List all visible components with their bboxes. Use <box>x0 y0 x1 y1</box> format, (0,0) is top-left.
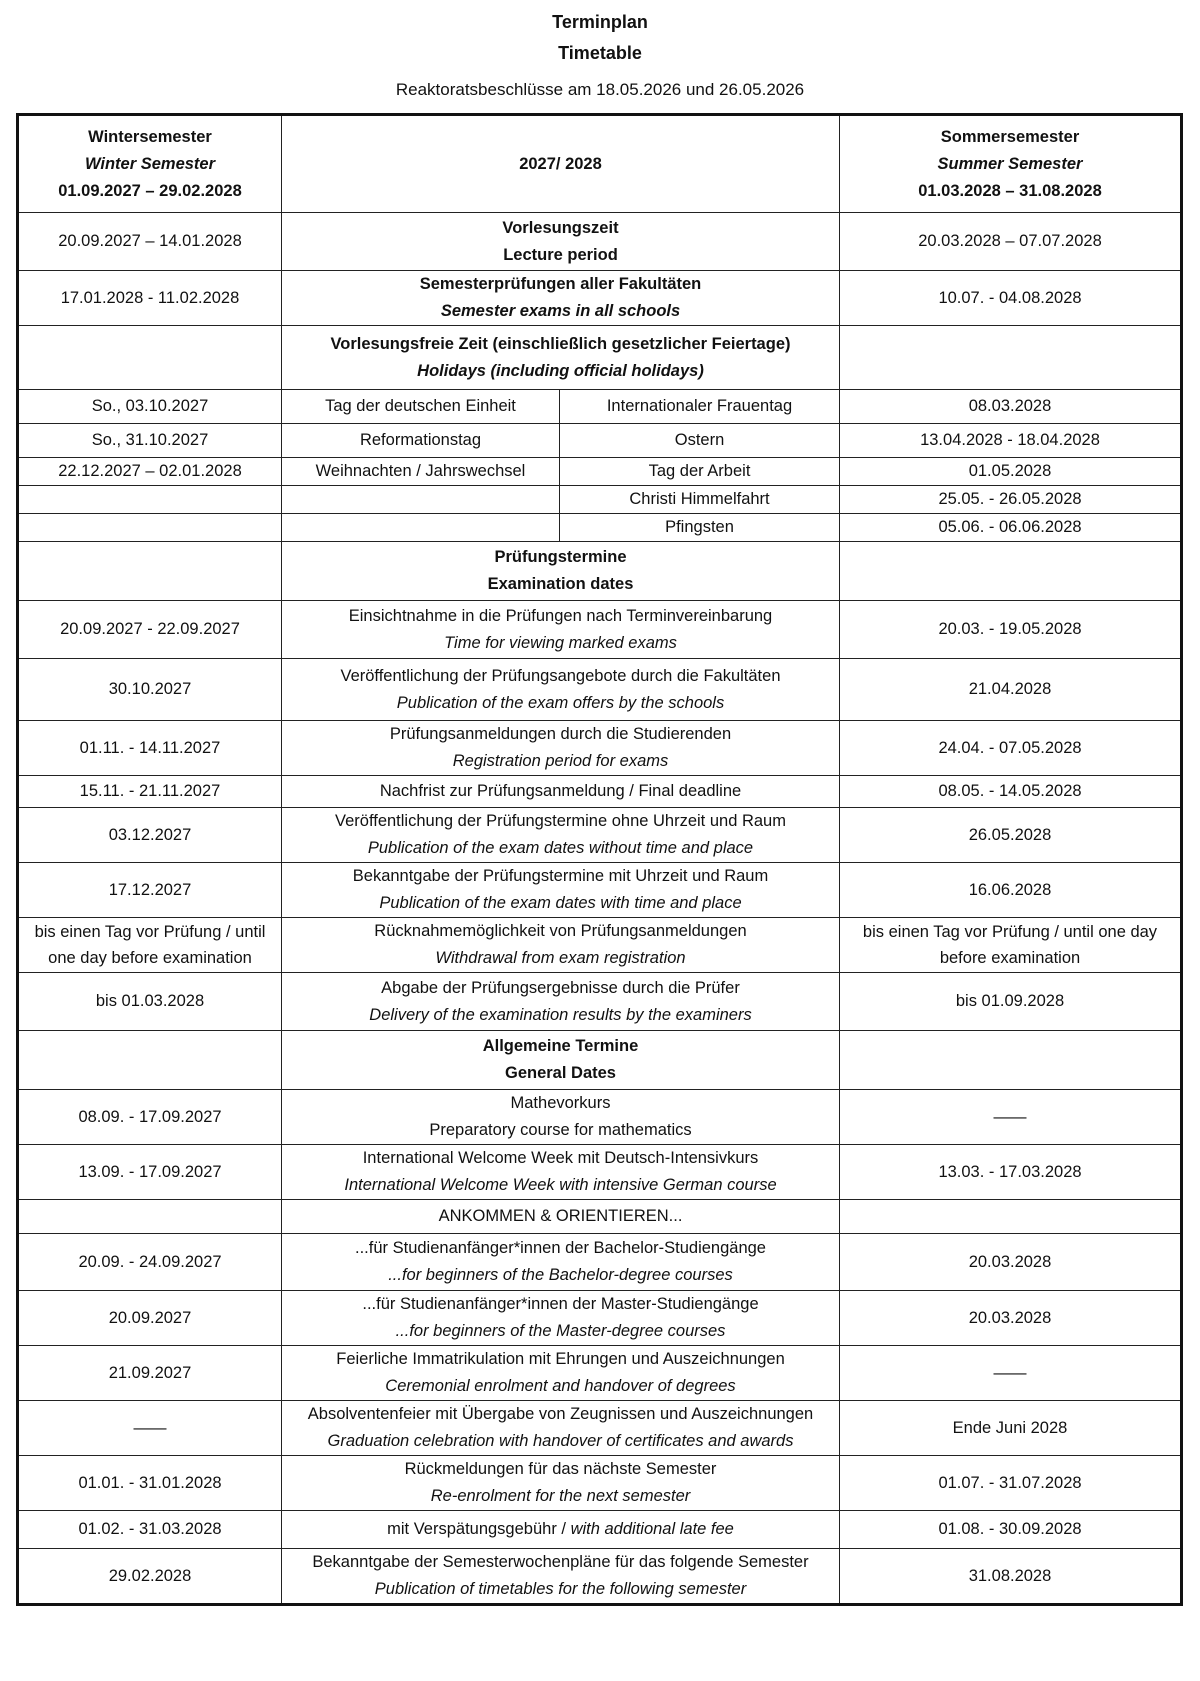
exam-section-row <box>18 542 1182 601</box>
exam-row <box>18 918 1182 973</box>
event-de: ...für Studienanfänger*innen der Master-Studiengänge <box>362 1295 759 1313</box>
event-en: Registration period for exams <box>452 752 669 770</box>
ss-holiday-date: 25.05. - 26.05.2028 <box>840 486 1182 514</box>
event-en: ...for beginners of the Bachelor-degree courses <box>388 1266 733 1284</box>
event-cell <box>282 1511 840 1549</box>
event-de: mit Verspätungsgebühr / <box>387 1520 571 1538</box>
event-de: Bekanntgabe der Prüfungstermine mit Uhrzeit und Raum <box>352 867 769 885</box>
ss-holiday-name: Christi Himmelfahrt <box>560 486 840 514</box>
ss-holiday-name: Ostern <box>560 424 840 458</box>
event-cell <box>282 863 840 918</box>
event-de: Rücknahmemöglichkeit von Prüfungsanmeldungen <box>374 922 747 940</box>
event-de: Einsichtnahme in die Prüfungen nach Terminvereinbarung <box>348 606 773 625</box>
event-en: Time for viewing marked exams <box>444 633 677 652</box>
empty-cell <box>18 542 282 601</box>
ss-date: —— <box>840 1346 1182 1401</box>
ss-date: 13.03. - 17.03.2028 <box>840 1145 1182 1200</box>
ws-holiday-name <box>282 514 560 542</box>
ws-date: 20.09.2027 <box>18 1291 282 1346</box>
ss-date: bis 01.09.2028 <box>840 973 1182 1031</box>
orient-label: ANKOMMEN & ORIENTIEREN... <box>282 1200 840 1234</box>
ss-holiday-name: Internationaler Frauentag <box>560 390 840 424</box>
exam-row <box>18 863 1182 918</box>
general-row <box>18 1145 1182 1200</box>
ws-header-range: 01.09.2027 – 29.02.2028 <box>58 181 242 200</box>
event-en: Publication of the exam dates with time and place <box>379 894 742 912</box>
exam-row <box>18 601 1182 659</box>
event-en: Graduation celebration with handover of certificates and awards <box>327 1432 794 1450</box>
timetable-pub-row <box>18 1549 1182 1605</box>
ws-date: 13.09. - 17.09.2027 <box>18 1145 282 1200</box>
ss-date: 20.03. - 19.05.2028 <box>840 601 1182 659</box>
section-de: Vorlesungsfreie Zeit (einschließlich gesetzlicher Feiertage) <box>330 334 791 353</box>
general-section-row <box>18 1031 1182 1090</box>
event-de: Veröffentlichung der Prüfungsangebote durch die Fakultäten <box>340 666 781 685</box>
ss-holiday-date: 01.05.2028 <box>840 458 1182 486</box>
event-cell <box>282 808 840 863</box>
holidays-section-row <box>18 326 1182 390</box>
ws-holiday-name: Reformationstag <box>282 424 560 458</box>
event-de: Prüfungsanmeldungen durch die Studierenden <box>389 725 732 743</box>
event-de: Veröffentlichung der Prüfungstermine ohne Uhrzeit und Raum <box>335 812 786 830</box>
ws-date: 20.09.2027 - 22.09.2027 <box>18 601 282 659</box>
event-de: Rückmeldungen für das nächste Semester <box>404 1460 717 1478</box>
event-de: International Welcome Week mit Deutsch-Intensivkurs <box>362 1149 759 1167</box>
lecture-row <box>18 213 1182 271</box>
doc-title: Terminplan <box>552 12 648 32</box>
ws-date: 21.09.2027 <box>18 1346 282 1401</box>
ws-date: 17.01.2028 - 11.02.2028 <box>18 271 282 326</box>
event-de: Vorlesungszeit <box>502 218 619 237</box>
exam-row <box>18 973 1182 1031</box>
event-de: Mathevorkurs <box>510 1094 611 1112</box>
ss-header-en: Summer Semester <box>937 154 1083 173</box>
holiday-row <box>18 424 1182 458</box>
event-en: Semester exams in all schools <box>440 302 681 320</box>
event-de: ...für Studienanfänger*innen der Bachelor-Studiengänge <box>355 1239 766 1257</box>
event-en: Withdrawal from exam registration <box>435 949 686 967</box>
event-en: Ceremonial enrolment and handover of degrees <box>385 1377 736 1395</box>
ws-holiday-date: So., 03.10.2027 <box>18 390 282 424</box>
ws-header-en: Winter Semester <box>84 154 216 173</box>
ss-header-de: Sommersemester <box>940 127 1080 146</box>
ws-date: 03.12.2027 <box>18 808 282 863</box>
section-de: Prüfungstermine <box>494 548 627 566</box>
ws-date: 20.09.2027 – 14.01.2028 <box>18 213 282 271</box>
ss-date: Ende Juni 2028 <box>840 1401 1182 1456</box>
empty-cell <box>18 326 282 390</box>
event-en: with additional late fee <box>570 1520 734 1538</box>
general-row <box>18 1456 1182 1511</box>
empty-cell <box>18 1200 282 1234</box>
event-cell <box>282 776 840 808</box>
event-en: Re-enrolment for the next semester <box>430 1487 691 1505</box>
header-row <box>18 115 1182 213</box>
ws-date: 29.02.2028 <box>18 1549 282 1605</box>
event-de: Semesterprüfungen aller Fakultäten <box>419 275 702 293</box>
ss-header <box>840 115 1182 213</box>
ws-date: 15.11. - 21.11.2027 <box>18 776 282 808</box>
empty-cell <box>840 1200 1182 1234</box>
event-cell <box>282 659 840 721</box>
event-de: Feierliche Immatrikulation mit Ehrungen und Auszeichnungen <box>336 1350 785 1368</box>
section-cell <box>282 326 840 390</box>
ss-date: 20.03.2028 <box>840 1234 1182 1291</box>
general-row <box>18 1291 1182 1346</box>
ws-date: bis einen Tag vor Prüfung / until one day before examination <box>18 918 282 973</box>
event-cell <box>282 1456 840 1511</box>
ss-holiday-name: Tag der Arbeit <box>560 458 840 486</box>
ws-date: 01.11. - 14.11.2027 <box>18 721 282 776</box>
ss-date: 20.03.2028 – 07.07.2028 <box>840 213 1182 271</box>
event-cell <box>282 1090 840 1145</box>
ss-holiday-name: Pfingsten <box>560 514 840 542</box>
event-en: Publication of the exam dates without time and place <box>367 839 754 857</box>
section-cell <box>282 542 840 601</box>
event-cell <box>282 601 840 659</box>
empty-cell <box>18 1031 282 1090</box>
event-cell <box>282 1291 840 1346</box>
event-cell <box>282 918 840 973</box>
ss-date: 08.05. - 14.05.2028 <box>840 776 1182 808</box>
ws-holiday-name: Tag der deutschen Einheit <box>282 390 560 424</box>
ws-holiday-name <box>282 486 560 514</box>
event-de: Bekanntgabe der Semesterwochenpläne für das folgende Semester <box>312 1553 809 1571</box>
doc-title-en: Timetable <box>558 43 642 63</box>
event-de: Nachfrist zur Prüfungsanmeldung / Final deadline <box>379 782 742 800</box>
ws-holiday-date <box>18 514 282 542</box>
holiday-row <box>18 390 1182 424</box>
ws-holiday-date: 22.12.2027 – 02.01.2028 <box>18 458 282 486</box>
ws-date: bis 01.03.2028 <box>18 973 282 1031</box>
holiday-row <box>18 514 1182 542</box>
empty-cell <box>840 326 1182 390</box>
event-en: Publication of timetables for the following semester <box>374 1580 747 1598</box>
exams-row <box>18 271 1182 326</box>
ss-holiday-date: 13.04.2028 - 18.04.2028 <box>840 424 1182 458</box>
event-en: Publication of the exam offers by the schools <box>396 693 725 712</box>
ss-date: 20.03.2028 <box>840 1291 1182 1346</box>
event-en: International Welcome Week with intensive German course <box>344 1176 777 1194</box>
exam-row <box>18 808 1182 863</box>
ss-date: 24.04. - 07.05.2028 <box>840 721 1182 776</box>
event-de: Abgabe der Prüfungsergebnisse durch die Prüfer <box>381 978 740 997</box>
ss-holiday-date: 05.06. - 06.06.2028 <box>840 514 1182 542</box>
ws-date: —— <box>18 1401 282 1456</box>
ss-date: 01.08. - 30.09.2028 <box>840 1511 1182 1549</box>
holiday-row <box>18 458 1182 486</box>
ws-holiday-name: Weihnachten / Jahrswechsel <box>282 458 560 486</box>
event-cell <box>282 271 840 326</box>
holiday-row <box>18 486 1182 514</box>
section-cell <box>282 1031 840 1090</box>
ss-date: 21.04.2028 <box>840 659 1182 721</box>
ss-date: 26.05.2028 <box>840 808 1182 863</box>
ws-date: 20.09. - 24.09.2027 <box>18 1234 282 1291</box>
ws-holiday-date <box>18 486 282 514</box>
general-row <box>18 1234 1182 1291</box>
event-cell <box>282 1346 840 1401</box>
ws-holiday-date: So., 31.10.2027 <box>18 424 282 458</box>
exam-row <box>18 659 1182 721</box>
event-en: Lecture period <box>503 245 618 264</box>
event-cell <box>282 973 840 1031</box>
event-de: Absolventenfeier mit Übergabe von Zeugnissen und Auszeichnungen <box>307 1405 814 1423</box>
late-fee-row <box>18 1511 1182 1549</box>
ss-holiday-date: 08.03.2028 <box>840 390 1182 424</box>
general-row <box>18 1090 1182 1145</box>
ws-date: 01.01. - 31.01.2028 <box>18 1456 282 1511</box>
ss-header-range: 01.03.2028 – 31.08.2028 <box>918 181 1102 200</box>
event-cell <box>282 213 840 271</box>
ws-header <box>18 115 282 213</box>
ss-date: 16.06.2028 <box>840 863 1182 918</box>
ws-header-de: Wintersemester <box>88 127 212 146</box>
ss-date: bis einen Tag vor Prüfung / until one day before examination <box>840 918 1182 973</box>
section-en: Holidays (including official holidays) <box>417 361 704 380</box>
ss-date: 31.08.2028 <box>840 1549 1182 1605</box>
ws-date: 01.02. - 31.03.2028 <box>18 1511 282 1549</box>
ss-date: 01.07. - 31.07.2028 <box>840 1456 1182 1511</box>
empty-cell <box>840 542 1182 601</box>
section-en: General Dates <box>505 1064 616 1082</box>
event-en: Delivery of the examination results by the examiners <box>369 1005 752 1024</box>
exam-row <box>18 776 1182 808</box>
empty-cell <box>840 1031 1182 1090</box>
general-row <box>18 1401 1182 1456</box>
ss-date: —— <box>840 1090 1182 1145</box>
event-cell <box>282 1145 840 1200</box>
general-row <box>18 1346 1182 1401</box>
ws-date: 30.10.2027 <box>18 659 282 721</box>
event-cell <box>282 1234 840 1291</box>
orient-row <box>18 1200 1182 1234</box>
ss-date: 10.07. - 04.08.2028 <box>840 271 1182 326</box>
section-de: Allgemeine Termine <box>482 1037 639 1055</box>
resolution-note: Reaktoratsbeschlüsse am 18.05.2026 und 26.05.2026 <box>395 80 805 99</box>
exam-row <box>18 721 1182 776</box>
event-cell <box>282 1401 840 1456</box>
section-en: Examination dates <box>487 575 634 593</box>
timetable <box>16 113 1183 1606</box>
event-cell <box>282 721 840 776</box>
ws-date: 08.09. - 17.09.2027 <box>18 1090 282 1145</box>
event-en: ...for beginners of the Master-degree courses <box>395 1322 726 1340</box>
ws-date: 17.12.2027 <box>18 863 282 918</box>
event-en: Preparatory course for mathematics <box>429 1121 692 1139</box>
year-header: 2027/ 2028 <box>282 115 840 213</box>
event-cell <box>282 1549 840 1605</box>
